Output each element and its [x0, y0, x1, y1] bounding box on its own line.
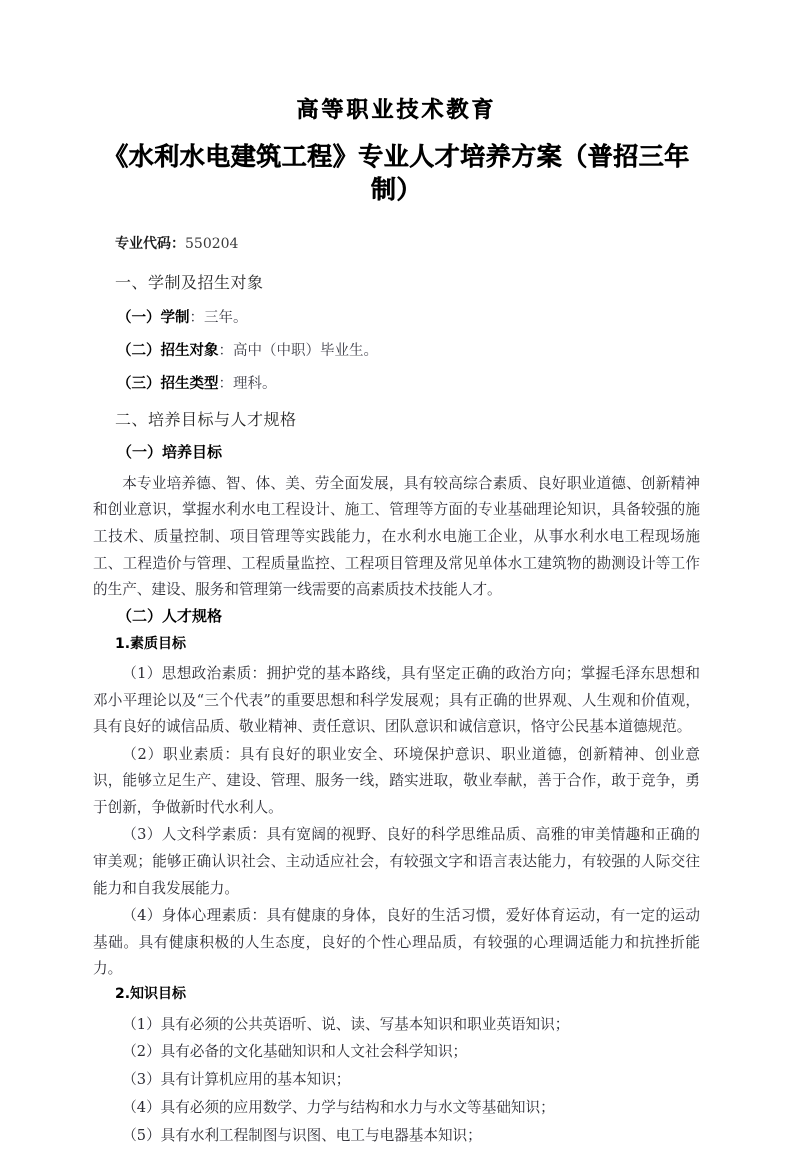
enrollment-item-type-value: ：理科。: [218, 376, 277, 393]
enrollment-item-duration: [93, 304, 700, 330]
knowledge-goal-item-2: （2）具有必备的文化基础知识和人文社会科学知识；: [122, 1043, 468, 1061]
training-objective-paragraph: 本专业培养德、智、体、美、劳全面发展，具有较高综合素质、良好职业道德、创新精神和创业意识，掌握水利水电工程设计、施工、管理等方面的专业基础理论知识，具备较强的施工技术、质量控制、项目管理等实践能力，在水利水电施工企业，从事水利水电工程现场施工、工程造价与管理、工程质量监控、工程项目管理及常见单体水工建筑物的勘测设计等工作的生产、建设、服务和管理第一线需要的高素质技术技能人才。: [93, 474, 700, 599]
knowledge-goal-item-5: （5）具有水利工程制图与识图、电工与电器基本知识；: [122, 1126, 482, 1144]
subsection-heading-training-objective: （一）培养目标: [117, 443, 223, 462]
enrollment-item-type-label: （三）招生类型: [117, 376, 219, 393]
enrollment-item-duration-label: （一）学制: [117, 309, 190, 326]
enrollment-item-duration-value: ：三年。: [189, 309, 248, 326]
enrollment-item-type: [93, 370, 700, 396]
quality-goal-item-1: （1）思想政治素质：拥护党的基本路线，具有坚定正确的政治方向；掌握毛泽东思想和邓小平理论以及“三个代表”的重要思想和科学发展观；具有正确的世界观、人生观和价值观，具有良好的诚信品质、敬业精神、责任意识、团队意识和诚信意识，恪守公民基本道德规范。: [93, 665, 700, 736]
enrollment-item-target-value: ：高中（中职）毕业生。: [218, 343, 378, 360]
knowledge-goal-item-3: （3）具有计算机应用的基本知识；: [122, 1071, 351, 1089]
document-title-line-2: 《水利水电建筑工程》专业人才培养方案（普招三年制）: [103, 141, 690, 205]
quality-goal-item-3: （3）人文科学素质：具有宽阔的视野、良好的科学思维品质、高雅的审美情趣和正确的审美观；能够正确认识社会、主动适应社会，有较强文字和语言表达能力，有较强的人际交往能力和自我发展能力。: [93, 826, 700, 897]
major-code-line: [93, 233, 700, 256]
enrollment-item-target: [93, 337, 700, 363]
heading-quality-goals: 1.素质目标: [115, 636, 187, 653]
subsection-heading-talent-specification: （二）人才规格: [117, 606, 223, 625]
section-heading-two: 二、培养目标与人才规格: [115, 410, 297, 430]
quality-goal-item-4: （4）身体心理素质：具有健康的身体，良好的生活习惯，爱好体育运动，有一定的运动基础。具有健康积极的人生态度，良好的个性心理品质，有较强的心理调适能力和抗挫折能力。: [93, 907, 700, 978]
major-code-value: 550204: [185, 236, 239, 253]
document-title-line-1: 高等职业技术教育: [296, 98, 497, 123]
quality-goal-item-2: （2）职业素质：具有良好的职业安全、环境保护意识、职业道德，创新精神、创业意识，能够立足生产、建设、管理、服务一线，踏实进取，敬业奉献，善于合作，敢于竞争，勇于创新，争做新时代水利人。: [93, 745, 700, 816]
enrollment-item-target-label: （二）招生对象: [117, 343, 219, 360]
major-code-label: 专业代码：: [115, 236, 185, 253]
section-heading-one: 一、学制及招生对象: [115, 272, 264, 292]
knowledge-goal-item-4: （4）具有必须的应用数学、力学与结构和水力与水文等基础知识；: [122, 1098, 555, 1116]
knowledge-goal-item-1: （1）具有必须的公共英语听、说、读、写基本知识和职业英语知识；: [122, 1015, 570, 1033]
heading-knowledge-goals: 2.知识目标: [115, 985, 187, 1002]
